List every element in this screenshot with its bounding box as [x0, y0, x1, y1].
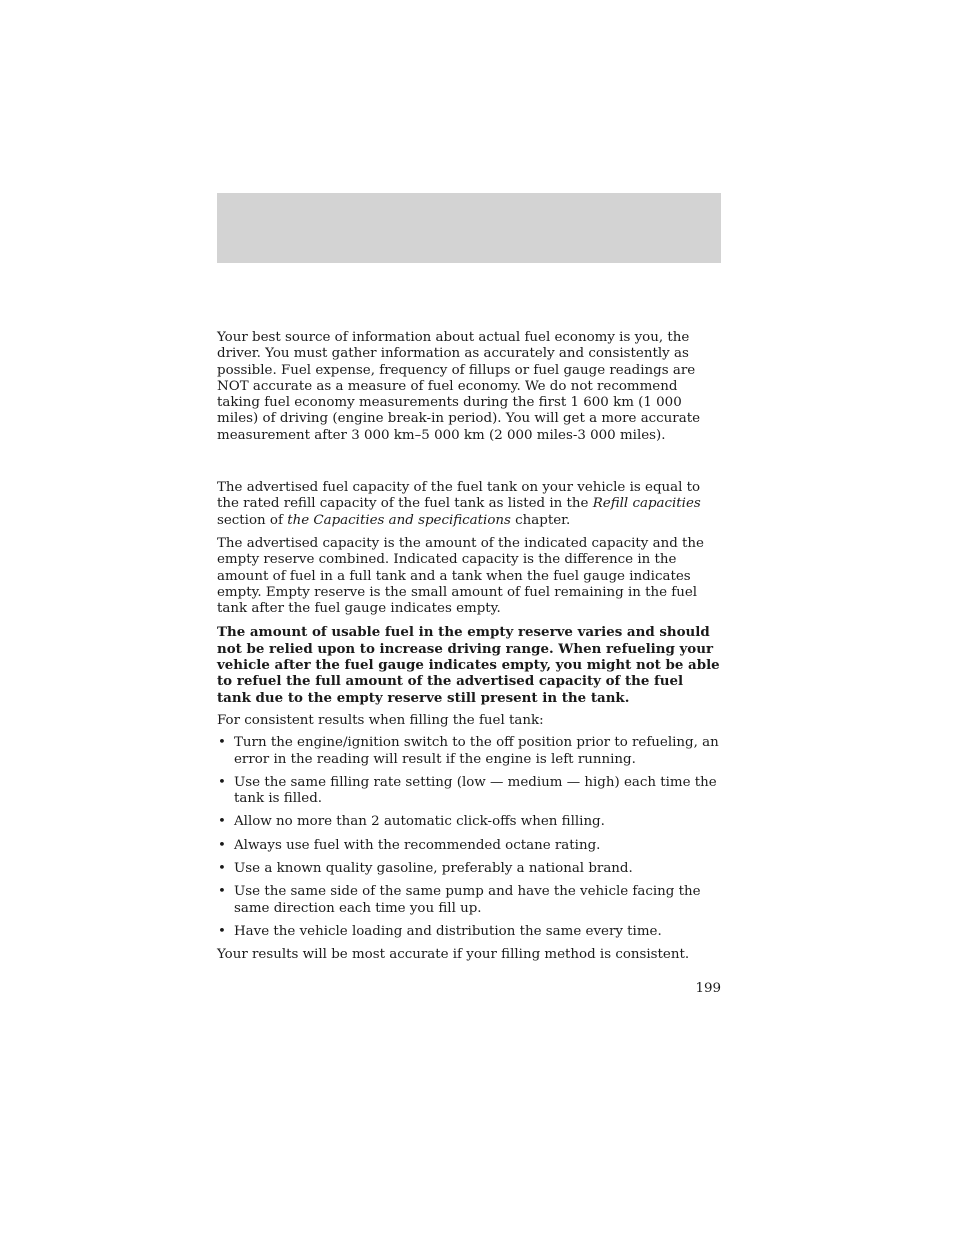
- filling-tips-list: [217, 735, 721, 940]
- list-item: • Have the vehicle loading and distribution the same every time.: [217, 924, 721, 940]
- page-number: 199: [695, 981, 721, 996]
- indicated-capacity-paragraph: The advertised capacity is the amount of the indicated capacity and the empty reserve combined. Indicated capacity is the difference in the amount of fuel in a full tank and a tank when the fuel gauge indicates empty. Empty reserve is the small amount of fuel remaining in the fuel tank after the fuel gauge indicates empty.: [217, 535, 704, 617]
- advertised-capacity-text-3: chapter.: [510, 512, 571, 528]
- list-item: • Use the same filling rate setting (low — medium — high) each time the tank is filled.: [217, 775, 721, 808]
- list-item: • Always use fuel with the recommended octane rating.: [217, 838, 721, 854]
- advertised-capacity-text-2: section of: [217, 512, 288, 528]
- advertised-capacity-text-1: The advertised fuel capacity of the fuel tank on your vehicle is equal to the rated refill capacity of the fuel tank as listed in the: [217, 480, 701, 512]
- closing-paragraph: Your results will be most accurate if your filling method is consistent.: [217, 947, 690, 963]
- list-item: • Turn the engine/ignition switch to the off position prior to refueling, an error in the reading will result if the engine is left running.: [217, 735, 721, 768]
- advertised-capacity-paragraph: [217, 480, 721, 529]
- list-intro-paragraph: For consistent results when filling the fuel tank:: [217, 712, 544, 728]
- capacities-chapter-reference: the Capacities and specifications: [287, 512, 511, 528]
- list-item: • Use the same side of the same pump and have the vehicle facing the same direction each time you fill up.: [217, 884, 721, 917]
- page-content: [217, 330, 721, 964]
- list-item: • Use a known quality gasoline, preferably a national brand.: [217, 861, 721, 877]
- fuel-economy-intro-paragraph: Your best source of information about actual fuel economy is you, the driver. You must gather information as accurately and consistently as possible. Fuel expense, frequency of fillups or fuel gauge readings are NOT accurate as a measure of fuel economy. We do not recommend taking fuel economy measurements during the first 1 600 km (1 000 miles) of driving (engine break-in period). You will get a more accurate measurement after 3 000 km–5 000 km (2 000 miles-3 000 miles).: [217, 330, 700, 443]
- list-item: • Allow no more than 2 automatic click-offs when filling.: [217, 814, 721, 830]
- refill-capacities-reference: Refill capacities: [592, 496, 701, 512]
- section-header-bar: [217, 193, 721, 263]
- empty-reserve-warning: The amount of usable fuel in the empty reserve varies and should not be relied upon to increase driving range. When refueling your vehicle after the fuel gauge indicates empty, you might not be able to refuel the full amount of the advertised capacity of the fuel tank due to the empty reserve still present in the tank.: [217, 624, 720, 706]
